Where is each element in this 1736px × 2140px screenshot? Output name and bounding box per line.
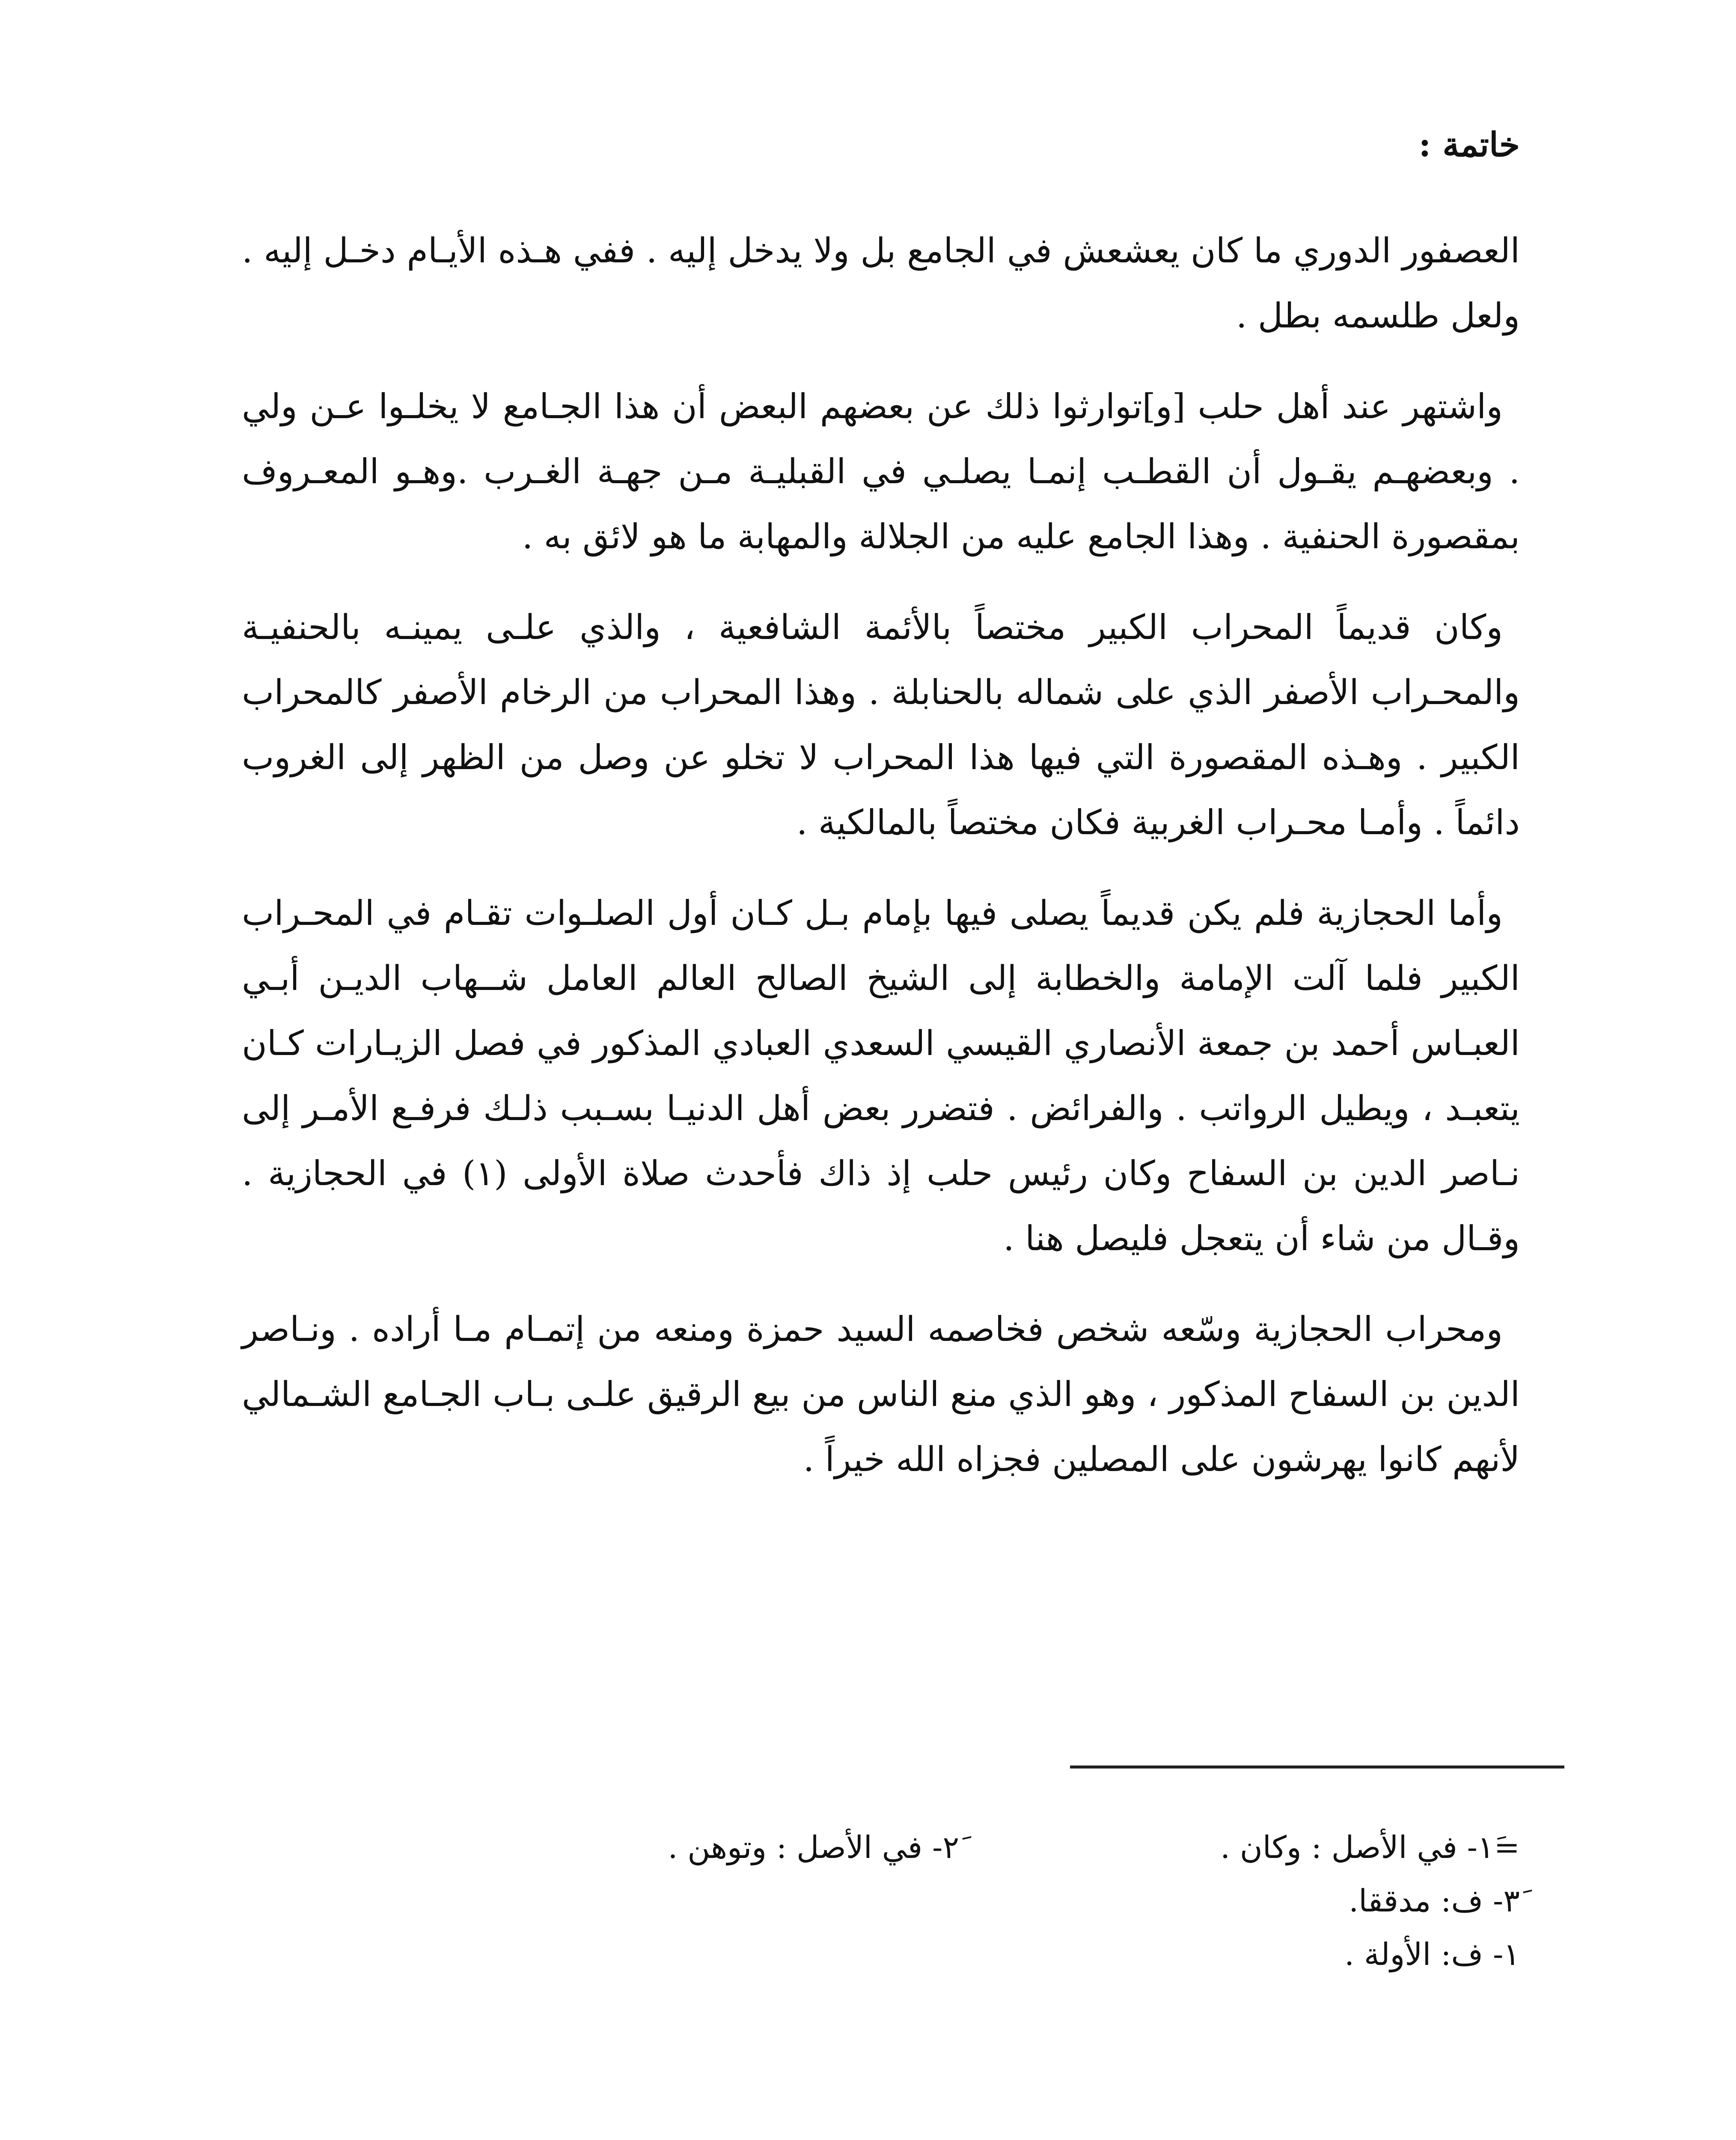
footnote-row-2	[242, 1885, 1520, 1939]
footnote-row-3	[242, 1936, 1520, 1992]
footnote-1a: =١َ- في الأصل : وكان .	[1220, 1829, 1520, 1865]
footnote-3a: ٣َ- ف: مدققا.	[1349, 1883, 1520, 1919]
footnote-divider	[1070, 1766, 1564, 1768]
footnote-2a: ٢َ- في الأصل : وتوهن .	[668, 1829, 959, 1865]
paragraph-1: العصفور الدوري ما كان يعشعش في الجامع بل ولا يدخل إليه . ففي هـذه الأيـام دخـل إليه . ولعل طلسمه بطل .	[242, 231, 1520, 336]
body-text	[242, 218, 1520, 1518]
paragraph-2: واشتهر عند أهل حلب [و]توارثوا ذلك عن بعضهم البعض أن هذا الجـامع لا يخلـوا عـن ولي . وبعضهـم يقـول أن القطـب إنمـا يصلـي في القبليـة مـن جهـة الغـرب .وهـو المعـروف بمقصورة الحنفية . وهذا الجامع عليه من الجلالة والمهابة ما هو لائق به .	[242, 386, 1520, 556]
footnote-1: ١- ف: الأولة .	[1344, 1936, 1520, 1972]
section-heading: خاتمة :	[1418, 125, 1520, 164]
footnote-row-1	[242, 1829, 1520, 1885]
footnotes	[242, 1829, 1520, 1992]
paragraph-3: وكان قديماً المحراب الكبير مختصاً بالأئمة الشافعية ، والذي علـى يمينـه بالحنفيـة والمحـراب الأصفر الذي على شماله بالحنابلة . وهذا المحراب من الرخام الأصفر كالمحراب الكبير . وهـذه المقصورة التي فيها هذا المحراب لا تخلو عن وصل من الظهر إلى الغروب دائماً . وأمـا محـراب الغربية فكان مختصاً بالمالكية .	[242, 607, 1520, 842]
paragraph-5: ومحراب الحجازية وسّعه شخص فخاصمه السيد حمزة ومنعه من إتمـام مـا أراده . ونـاصر الدين بن السفاح المذكور ، وهو الذي منع الناس من بيع الرقيق علـى بـاب الجـامع الشـمالي لأنهم كانوا يهرشون على المصلين فجزاه الله خيراً .	[242, 1309, 1520, 1479]
paragraph-4: وأما الحجازية فلم يكن قديماً يصلى فيها بإمام بـل كـان أول الصلـوات تقـام في المحـراب الكبير فلما آلت الإمامة والخطابة إلى الشيخ الصالح العالم العامل شــهاب الديـن أبـي العبـاس أحمد بن جمعة الأنصاري القيسي السعدي العبادي المذكور في فصل الزيـارات كـان يتعبـد ، ويطيل الرواتب . والفرائض . فتضرر بعض أهل الدنيـا بسـبب ذلـك فرفـع الأمـر إلى نـاصر الدين بن السفاح وكان رئيس حلب إذ ذاك فأحدث صلاة الأولى (١) في الحجازية . وقـال من شاء أن يتعجل فليصل هنا .	[242, 893, 1520, 1258]
